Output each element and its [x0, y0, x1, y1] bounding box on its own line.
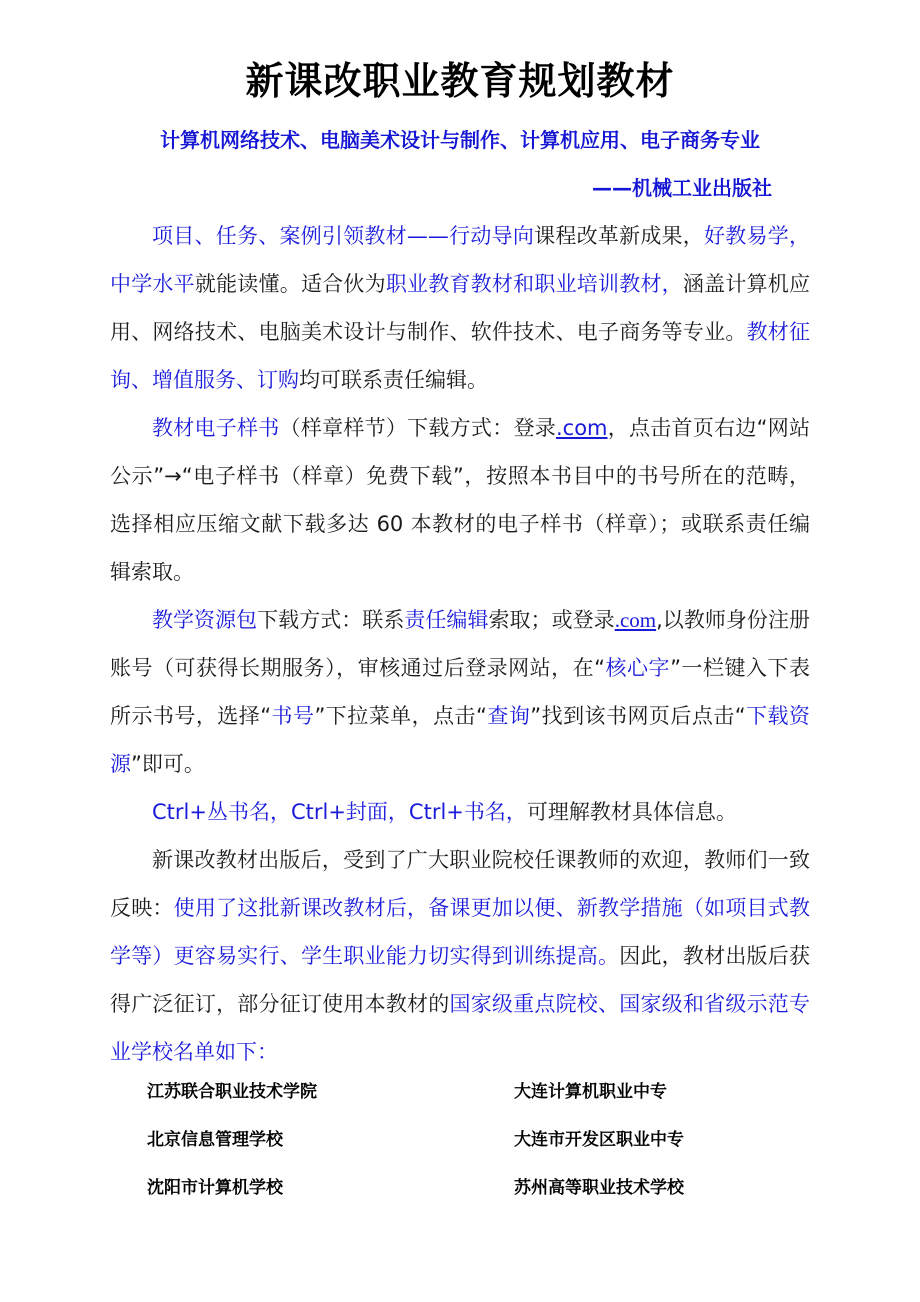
highlight-text: 查询: [486, 704, 531, 728]
body-text: 下载方式：联系: [257, 608, 405, 632]
body-text: ”即可。: [131, 752, 205, 776]
school-item: 北京信息管理学校: [147, 1130, 283, 1150]
body-text: 就能读懂。适合伙为: [194, 272, 386, 296]
body-text: 课程改革新成果，: [534, 224, 705, 248]
highlight-text: 教材征询、增值服务、订购: [110, 320, 810, 392]
highlight-text: 下载资源: [110, 704, 810, 776]
highlight-text: 核心字: [605, 656, 671, 680]
document-title: 新课改职业教育规划教材: [245, 59, 675, 103]
highlight-text: 项目、任务、案例引领教材——行动导向: [152, 224, 535, 248]
highlight-text: 使用了这批新课改教材后，备课更加以便、新教学措施（如项目式教学等）更容易实行、学生职业能力切实得到训练提高。: [110, 896, 810, 968]
body-text: 可理解教材具体信息。: [526, 800, 737, 824]
highlight-text: Ctrl+丛书名，Ctrl+封面，Ctrl+书名，: [152, 800, 527, 824]
publisher-name: ——机械工业出版社: [592, 176, 772, 200]
highlight-text: 国家级重点院校、国家级和省级示范专业学校名单如下：: [110, 992, 810, 1064]
shortcut-paragraph: [110, 788, 810, 836]
body-text: ”找到该书网页后点击“: [530, 704, 746, 728]
feedback-paragraph: [110, 836, 810, 1076]
school-item: 大连计算机职业中专: [514, 1082, 667, 1102]
website-link[interactable]: .com: [555, 416, 608, 440]
body-text: ,以教师身份注册账号（可获得长期服务），审核通过后登录网站，在“: [110, 608, 810, 680]
school-item: 江苏联合职业技术学院: [147, 1082, 317, 1102]
highlight-text: 责任编辑: [404, 608, 489, 632]
body-text: ”下拉菜单，点击“: [314, 704, 487, 728]
body-text: ”一栏键入下表所示书号，选择“: [110, 656, 810, 728]
document-subtitle: 计算机网络技术、电脑美术设计与制作、计算机应用、电子商务专业: [160, 128, 760, 152]
document-body: [110, 212, 810, 1076]
highlight-text: 教学资源包: [152, 608, 258, 632]
highlight-text: 教材电子样书: [152, 416, 280, 440]
school-item: 苏州高等职业技术学校: [514, 1178, 684, 1198]
school-item: 沈阳市计算机学校: [147, 1178, 283, 1198]
highlight-text: 职业教育教材和职业培训教材，: [385, 272, 683, 296]
website-link[interactable]: .com: [614, 608, 657, 632]
body-text: 新课改教材出版后，受到了广大职业院校任课教师的欢迎，教师们一致反映：: [110, 848, 810, 920]
body-text: （样章样节）下载方式：登录: [279, 416, 556, 440]
resource-pack-paragraph: [110, 596, 810, 788]
school-list: [147, 1080, 767, 1200]
school-item: 大连市开发区职业中专: [514, 1130, 684, 1150]
body-text: ，点击首页右边“网站公示”→“电子样书（样章）免费下载”，按照本书目中的书号所在的范畴，选择相应压缩文献下载多达 60 本教材的电子样书（样章）；或联系责任编辑索取。: [110, 416, 811, 584]
body-text: 因此，教材出版后获得广泛征订，部分征订使用本教材的: [110, 944, 810, 1016]
body-text: 索取；或登录: [488, 608, 615, 632]
body-text: 均可联系责任编辑。: [299, 368, 488, 392]
intro-paragraph: [110, 212, 810, 404]
body-text: 涵盖计算机应用、网络技术、电脑美术设计与制作、软件技术、电子商务等专业。: [110, 272, 810, 344]
sample-book-paragraph: [110, 404, 810, 596]
highlight-text: 好教易学，中学水平: [110, 224, 811, 296]
highlight-text: 书号: [271, 704, 315, 728]
